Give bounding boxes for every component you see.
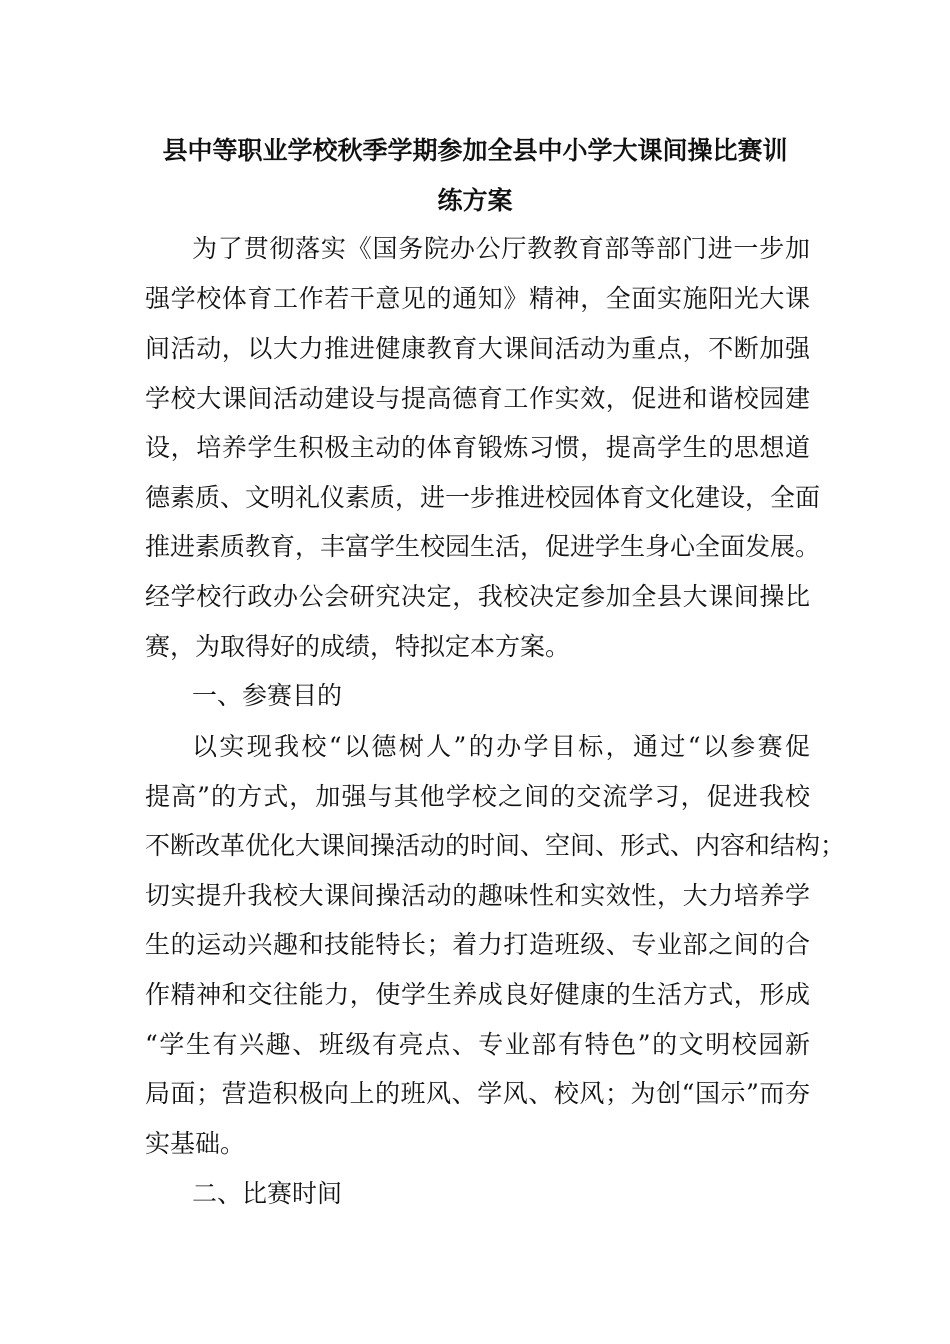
- intro-line: 间活动，以大力推进健康教育大课间活动为重点，不断加强: [145, 334, 810, 363]
- section1-line: 生的运动兴趣和技能特长；着力打造班级、专业部之间的合: [145, 930, 810, 959]
- intro-line: 经学校行政办公会研究决定，我校决定参加全县大课间操比: [145, 582, 810, 611]
- section1-line: 作精神和交往能力，使学生养成良好健康的生活方式，形成: [145, 980, 810, 1009]
- intro-line: 学校大课间活动建设与提高德育工作实效，促进和谐校园建: [145, 384, 810, 413]
- section-heading: 二、比赛时间: [192, 1179, 343, 1208]
- section1-line: 局面；营造积极向上的班风、学风、校风；为创“国示”而夯: [145, 1079, 810, 1108]
- section1-line: 提高”的方式，加强与其他学校之间的交流学习，促进我校: [145, 782, 810, 811]
- document-title: [145, 126, 805, 226]
- section1-line: 切实提升我校大课间操活动的趣味性和实效性，大力培养学: [145, 881, 810, 910]
- intro-line: 设，培养学生积极主动的体育锻炼习惯，提高学生的思想道: [145, 433, 810, 462]
- intro-line: 为了贯彻落实《国务院办公厅教教育部等部门进一步加: [192, 234, 810, 263]
- intro-line: 赛，为取得好的成绩，特拟定本方案。: [145, 632, 571, 661]
- intro-line: 推进素质教育，丰富学生校园生活，促进学生身心全面发展。: [145, 532, 821, 561]
- section-heading: 一、参赛目的: [192, 681, 343, 710]
- section1-line: 不断改革优化大课间操活动的时间、空间、形式、内容和结构；: [145, 831, 846, 860]
- section1-line: “学生有兴趣、班级有亮点、专业部有特色”的文明校园新: [145, 1030, 810, 1059]
- intro-line: 德素质、文明礼仪素质，进一步推进校园体育文化建设，全面: [145, 483, 821, 512]
- section1-line: 实基础。: [145, 1129, 246, 1158]
- intro-line: 强学校体育工作若干意见的通知》精神，全面实施阳光大课: [145, 284, 810, 313]
- title-line-1: 县中等职业学校秋季学期参加全县中小学大课间操比赛训: [162, 136, 788, 165]
- title-line-2: 练方案: [437, 186, 513, 215]
- section1-line: 以实现我校“以德树人”的办学目标，通过“以参赛促: [192, 732, 810, 761]
